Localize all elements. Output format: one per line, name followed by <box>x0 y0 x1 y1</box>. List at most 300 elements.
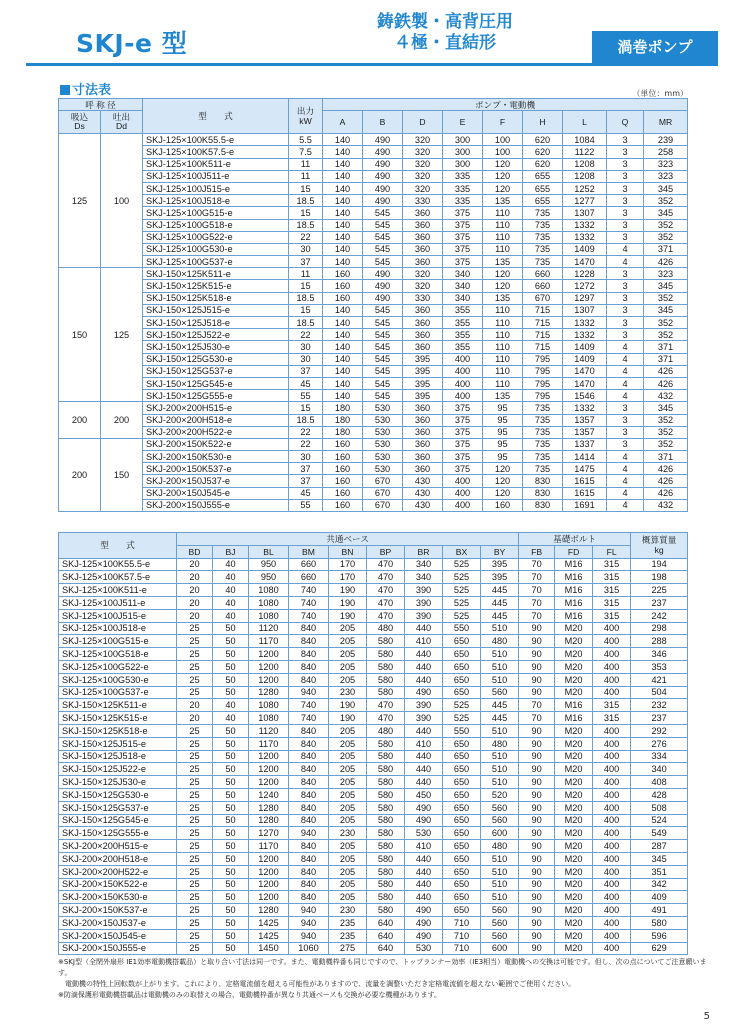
table-row <box>59 280 688 292</box>
value-cell: 335 <box>443 170 483 182</box>
value-cell: 1357 <box>563 414 607 426</box>
value-cell: 735 <box>523 231 563 243</box>
value-cell: 20 <box>177 699 213 712</box>
value-cell: 20 <box>177 596 213 609</box>
value-cell: 1270 <box>249 827 289 840</box>
value-cell: 50 <box>213 648 249 661</box>
model-cell: SKJ-125×100K57.5-e <box>59 571 177 584</box>
value-cell: 140 <box>323 329 363 341</box>
value-cell: 95 <box>483 402 523 414</box>
value-cell: 445 <box>481 712 519 725</box>
table-row <box>59 341 688 353</box>
value-cell: 410 <box>405 840 443 853</box>
value-cell: 37 <box>289 463 323 475</box>
header-model: 型 式 <box>143 99 289 134</box>
value-cell: 400 <box>593 840 631 853</box>
model-cell: SKJ-200×150K537-e <box>143 463 289 475</box>
value-cell: 390 <box>405 699 443 712</box>
value-cell: 400 <box>593 814 631 827</box>
value-cell: 352 <box>644 219 688 231</box>
value-cell: 400 <box>593 660 631 673</box>
value-cell: 545 <box>363 304 403 316</box>
value-cell: 25 <box>177 878 213 891</box>
value-cell: 735 <box>523 243 563 255</box>
value-cell: 40 <box>213 571 249 584</box>
value-cell: 580 <box>367 891 405 904</box>
value-cell: 50 <box>213 878 249 891</box>
value-cell: 70 <box>519 596 555 609</box>
value-cell: 11 <box>289 170 323 182</box>
value-cell: 650 <box>443 737 481 750</box>
value-cell: M20 <box>555 673 593 686</box>
value-cell: 530 <box>363 414 403 426</box>
value-cell: 90 <box>519 878 555 891</box>
model-cell: SKJ-150×125K511-e <box>59 699 177 712</box>
header-col-bx: BX <box>443 545 481 558</box>
value-cell: 545 <box>363 377 403 389</box>
value-cell: 360 <box>403 463 443 475</box>
table-row <box>59 158 688 170</box>
model-cell: SKJ-200×200H522-e <box>59 865 177 878</box>
table-row <box>59 426 688 438</box>
table-row <box>59 195 688 207</box>
value-cell: 1409 <box>563 341 607 353</box>
table-row <box>59 487 688 499</box>
value-cell: 490 <box>363 280 403 292</box>
value-cell: 323 <box>644 158 688 170</box>
value-cell: M20 <box>555 916 593 929</box>
value-cell: 90 <box>519 942 555 955</box>
model-cell: SKJ-200×150K522-e <box>143 438 289 450</box>
value-cell: 490 <box>363 170 403 182</box>
value-cell: 740 <box>289 584 329 597</box>
value-cell: 100 <box>483 146 523 158</box>
table-row <box>59 317 688 329</box>
value-cell: 1332 <box>563 317 607 329</box>
value-cell: 287 <box>631 840 688 853</box>
model-cell: SKJ-125×100J511-e <box>59 596 177 609</box>
value-cell: 25 <box>177 852 213 865</box>
value-cell: 650 <box>443 635 481 648</box>
value-cell: 3 <box>607 207 644 219</box>
value-cell: 1409 <box>563 353 607 365</box>
model-cell: SKJ-125×100K57.5-e <box>143 146 289 158</box>
value-cell: 25 <box>177 942 213 955</box>
value-cell: 545 <box>363 341 403 353</box>
value-cell: 445 <box>481 584 519 597</box>
value-cell: 620 <box>523 134 563 146</box>
unit-note: （単位：mm） <box>632 89 688 98</box>
value-cell: 352 <box>644 426 688 438</box>
value-cell: 100 <box>483 134 523 146</box>
header-col-a: A <box>323 111 363 134</box>
header-col-h: H <box>523 111 563 134</box>
value-cell: 580 <box>631 916 688 929</box>
value-cell: 1170 <box>249 840 289 853</box>
value-cell: 190 <box>329 584 367 597</box>
value-cell: 334 <box>631 750 688 763</box>
value-cell: 580 <box>367 660 405 673</box>
value-cell: 15 <box>289 304 323 316</box>
value-cell: M20 <box>555 929 593 942</box>
value-cell: 840 <box>289 852 329 865</box>
value-cell: 650 <box>443 852 481 865</box>
value-cell: 288 <box>631 635 688 648</box>
value-cell: 840 <box>289 724 329 737</box>
table-row <box>59 304 688 316</box>
value-cell: 90 <box>519 852 555 865</box>
value-cell: 353 <box>631 660 688 673</box>
header-weight <box>631 533 688 559</box>
model-cell: SKJ-125×100J518-e <box>143 195 289 207</box>
table-row <box>59 451 688 463</box>
value-cell: 135 <box>483 390 523 402</box>
value-cell: 4 <box>607 451 644 463</box>
header-col-mr: MR <box>644 111 688 134</box>
value-cell: M20 <box>555 827 593 840</box>
value-cell: 545 <box>363 231 403 243</box>
value-cell: 30 <box>289 341 323 353</box>
value-cell: 352 <box>644 317 688 329</box>
value-cell: 37 <box>289 365 323 377</box>
header-discharge <box>101 111 143 134</box>
value-cell: 140 <box>323 341 363 353</box>
value-cell: 50 <box>213 673 249 686</box>
value-cell: M20 <box>555 635 593 648</box>
value-cell: 1120 <box>249 622 289 635</box>
value-cell: 545 <box>363 353 403 365</box>
value-cell: 37 <box>289 256 323 268</box>
value-cell: 20 <box>177 609 213 622</box>
value-cell: 629 <box>631 942 688 955</box>
value-cell: 510 <box>481 763 519 776</box>
value-cell: 550 <box>443 622 481 635</box>
value-cell: 205 <box>329 635 367 648</box>
table-row <box>59 558 688 571</box>
value-cell: 430 <box>403 487 443 499</box>
value-cell: 90 <box>519 840 555 853</box>
value-cell: 70 <box>519 558 555 571</box>
value-cell: 545 <box>363 219 403 231</box>
value-cell: 25 <box>177 635 213 648</box>
value-cell: 1200 <box>249 865 289 878</box>
value-cell: 600 <box>481 942 519 955</box>
value-cell: 580 <box>367 852 405 865</box>
value-cell: 840 <box>289 788 329 801</box>
value-cell: 320 <box>403 158 443 170</box>
value-cell: 520 <box>481 788 519 801</box>
header-col-bj: BJ <box>213 545 249 558</box>
value-cell: 4 <box>607 499 644 511</box>
header-col-q: Q <box>607 111 644 134</box>
model-cell: SKJ-125×100K55.5-e <box>59 558 177 571</box>
value-cell: 1332 <box>563 219 607 231</box>
value-cell: M20 <box>555 788 593 801</box>
value-cell: 140 <box>323 317 363 329</box>
value-cell: 140 <box>323 182 363 194</box>
value-cell: 140 <box>323 390 363 402</box>
value-cell: 3 <box>607 317 644 329</box>
value-cell: 445 <box>481 609 519 622</box>
value-cell: 840 <box>289 763 329 776</box>
model-cell: SKJ-150×125J522-e <box>59 763 177 776</box>
value-cell: 525 <box>443 558 481 571</box>
value-cell: 715 <box>523 341 563 353</box>
value-cell: 323 <box>644 268 688 280</box>
value-cell: 400 <box>593 942 631 955</box>
value-cell: 430 <box>403 499 443 511</box>
table-row <box>59 414 688 426</box>
value-cell: 110 <box>483 231 523 243</box>
value-cell: 795 <box>523 390 563 402</box>
value-cell: 1332 <box>563 402 607 414</box>
value-cell: 1337 <box>563 438 607 450</box>
value-cell: 205 <box>329 763 367 776</box>
value-cell: 470 <box>367 558 405 571</box>
value-cell: 292 <box>631 724 688 737</box>
table-row <box>59 686 688 699</box>
value-cell: 375 <box>443 438 483 450</box>
value-cell: 395 <box>481 571 519 584</box>
header-model-2: 型 式 <box>59 533 177 559</box>
table-row <box>59 134 688 146</box>
header-col-f: F <box>483 111 523 134</box>
page-number: 5 <box>703 1011 710 1022</box>
table-row <box>59 438 688 450</box>
value-cell: 120 <box>483 487 523 499</box>
value-cell: 355 <box>443 341 483 353</box>
value-cell: 1200 <box>249 852 289 865</box>
table-row <box>59 891 688 904</box>
value-cell: 580 <box>367 648 405 661</box>
value-cell: 735 <box>523 438 563 450</box>
value-cell: 50 <box>213 724 249 737</box>
value-cell: 428 <box>631 788 688 801</box>
value-cell: 90 <box>519 891 555 904</box>
model-cell: SKJ-150×125G545-e <box>143 377 289 389</box>
value-cell: 840 <box>289 865 329 878</box>
value-cell: 340 <box>443 268 483 280</box>
value-cell: 70 <box>519 699 555 712</box>
value-cell: 640 <box>367 942 405 955</box>
value-cell: 795 <box>523 377 563 389</box>
value-cell: 1409 <box>563 243 607 255</box>
value-cell: 205 <box>329 852 367 865</box>
value-cell: 1277 <box>563 195 607 207</box>
value-cell: 360 <box>403 304 443 316</box>
section-title <box>60 79 111 98</box>
value-cell: 490 <box>405 916 443 929</box>
value-cell: 90 <box>519 763 555 776</box>
value-cell: 135 <box>483 292 523 304</box>
value-cell: 120 <box>483 158 523 170</box>
value-cell: 1332 <box>563 231 607 243</box>
value-cell: 190 <box>329 699 367 712</box>
value-cell: 1332 <box>563 329 607 341</box>
suction-diameter: 200 <box>59 438 101 511</box>
table-row <box>59 329 688 341</box>
value-cell: 950 <box>249 571 289 584</box>
value-cell: 25 <box>177 750 213 763</box>
value-cell: 530 <box>363 402 403 414</box>
value-cell: 940 <box>289 686 329 699</box>
value-cell: 395 <box>481 558 519 571</box>
value-cell: 50 <box>213 622 249 635</box>
value-cell: 470 <box>367 609 405 622</box>
value-cell: 190 <box>329 609 367 622</box>
value-cell: 25 <box>177 891 213 904</box>
value-cell: 660 <box>289 571 329 584</box>
value-cell: 375 <box>443 219 483 231</box>
value-cell: 650 <box>443 801 481 814</box>
value-cell: 50 <box>213 904 249 917</box>
value-cell: 140 <box>323 304 363 316</box>
value-cell: 840 <box>289 673 329 686</box>
value-cell: 160 <box>323 475 363 487</box>
value-cell: 90 <box>519 916 555 929</box>
value-cell: 205 <box>329 648 367 661</box>
value-cell: 375 <box>443 451 483 463</box>
value-cell: 90 <box>519 904 555 917</box>
value-cell: 160 <box>323 451 363 463</box>
value-cell: 440 <box>405 878 443 891</box>
table-row <box>59 475 688 487</box>
value-cell: 490 <box>405 929 443 942</box>
value-cell: 315 <box>593 571 631 584</box>
value-cell: 450 <box>405 788 443 801</box>
value-cell: 3 <box>607 329 644 341</box>
value-cell: 160 <box>323 292 363 304</box>
value-cell: 25 <box>177 788 213 801</box>
value-cell: 580 <box>367 763 405 776</box>
model-cell: SKJ-125×100G537-e <box>59 686 177 699</box>
value-cell: 421 <box>631 673 688 686</box>
table-row <box>59 146 688 158</box>
value-cell: 95 <box>483 451 523 463</box>
value-cell: 400 <box>593 788 631 801</box>
value-cell: 740 <box>289 712 329 725</box>
value-cell: 371 <box>644 341 688 353</box>
model-cell: SKJ-150×125J515-e <box>143 304 289 316</box>
value-cell: 940 <box>289 916 329 929</box>
value-cell: 50 <box>213 891 249 904</box>
value-cell: 400 <box>593 673 631 686</box>
value-cell: 180 <box>323 414 363 426</box>
table-row <box>59 648 688 661</box>
value-cell: 1307 <box>563 304 607 316</box>
value-cell: 1475 <box>563 463 607 475</box>
suction-diameter: 125 <box>59 134 101 268</box>
value-cell: 335 <box>443 182 483 194</box>
model-cell: SKJ-150×125G545-e <box>59 814 177 827</box>
value-cell: 345 <box>644 280 688 292</box>
header-foundation-bolt: 基礎ボルト <box>519 533 631 546</box>
model-title: SKJ-e 型 <box>76 29 188 58</box>
square-bullet-icon <box>60 85 70 95</box>
value-cell: 840 <box>289 891 329 904</box>
table-row <box>59 724 688 737</box>
value-cell: 1252 <box>563 182 607 194</box>
value-cell: 11 <box>289 268 323 280</box>
value-cell: 360 <box>403 438 443 450</box>
value-cell: 90 <box>519 622 555 635</box>
value-cell: 22 <box>289 438 323 450</box>
value-cell: 25 <box>177 686 213 699</box>
table-row <box>59 788 688 801</box>
value-cell: 650 <box>443 827 481 840</box>
value-cell: 650 <box>443 788 481 801</box>
value-cell: 90 <box>519 827 555 840</box>
value-cell: 650 <box>443 648 481 661</box>
value-cell: 1357 <box>563 426 607 438</box>
model-cell: SKJ-200×200H518-e <box>59 852 177 865</box>
value-cell: 530 <box>363 463 403 475</box>
table-row <box>59 878 688 891</box>
value-cell: 400 <box>593 865 631 878</box>
table-row <box>59 584 688 597</box>
value-cell: 1615 <box>563 475 607 487</box>
table-row <box>59 365 688 377</box>
value-cell: 18.5 <box>289 292 323 304</box>
value-cell: 360 <box>403 256 443 268</box>
value-cell: 1228 <box>563 268 607 280</box>
value-cell: 490 <box>363 158 403 170</box>
value-cell: 120 <box>483 182 523 194</box>
value-cell: 480 <box>481 737 519 750</box>
value-cell: 400 <box>593 635 631 648</box>
value-cell: M20 <box>555 763 593 776</box>
value-cell: 352 <box>644 414 688 426</box>
value-cell: 320 <box>403 182 443 194</box>
model-cell: SKJ-150×125K515-e <box>59 712 177 725</box>
value-cell: 160 <box>323 463 363 475</box>
value-cell: 400 <box>443 487 483 499</box>
value-cell: 4 <box>607 487 644 499</box>
value-cell: 360 <box>403 426 443 438</box>
value-cell: 530 <box>363 451 403 463</box>
value-cell: 620 <box>523 158 563 170</box>
value-cell: 95 <box>483 438 523 450</box>
table-row <box>59 699 688 712</box>
value-cell: 1450 <box>249 942 289 955</box>
value-cell: 1208 <box>563 158 607 170</box>
value-cell: 400 <box>593 904 631 917</box>
value-cell: 346 <box>631 648 688 661</box>
value-cell: 40 <box>213 712 249 725</box>
value-cell: 5.5 <box>289 134 323 146</box>
value-cell: 355 <box>443 304 483 316</box>
value-cell: M16 <box>555 609 593 622</box>
value-cell: 440 <box>405 673 443 686</box>
value-cell: 205 <box>329 891 367 904</box>
table-row <box>59 609 688 622</box>
value-cell: 110 <box>483 317 523 329</box>
value-cell: 15 <box>289 182 323 194</box>
value-cell: 940 <box>289 827 329 840</box>
value-cell: 510 <box>481 660 519 673</box>
value-cell: 90 <box>519 737 555 750</box>
table-row <box>59 170 688 182</box>
model-cell: SKJ-150×125J530-e <box>143 341 289 353</box>
value-cell: 1280 <box>249 904 289 917</box>
value-cell: 735 <box>523 207 563 219</box>
table-row <box>59 256 688 268</box>
value-cell: 650 <box>443 776 481 789</box>
model-cell: SKJ-150×125J522-e <box>143 329 289 341</box>
value-cell: 545 <box>363 390 403 402</box>
value-cell: 525 <box>443 584 481 597</box>
value-cell: 50 <box>213 776 249 789</box>
